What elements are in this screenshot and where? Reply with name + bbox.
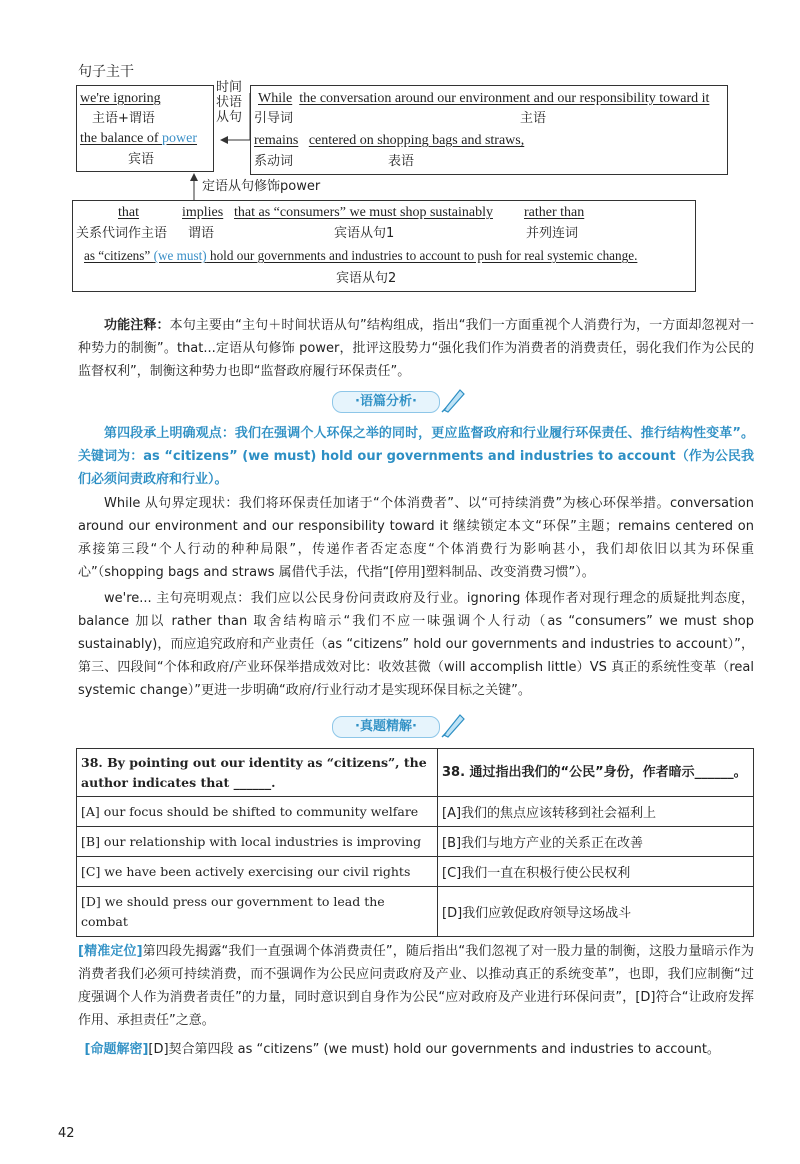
time-clause-label: 时间 状语 从句 (216, 80, 243, 125)
option-d-en: [D] we should press our government to lead the combat (77, 887, 438, 937)
implies-word: implies (182, 205, 224, 220)
that-label: 关系代词作主语 (76, 226, 168, 241)
while-line: While the conversation around our environment and our responsibility toward it (258, 91, 710, 106)
subject-label: 主语 (520, 111, 547, 126)
main-clause-line2: the balance of power (80, 131, 198, 146)
while-label: 引导词 (254, 111, 294, 126)
option-d-cn: [D]我们应敦促政府领导这场战斗 (438, 887, 754, 937)
function-note: 功能注释：本句主要由“主句＋时间状语从句”结构组成，指出“我们一方面重视个人消费行为，一方面却忽视对一种势力的制衡”。that...定语从句修饰 power，批评这股势力“强化我们作为消费者的消费责任，弱化我们作为公民的监督权利”，制衡这种势力也即“监督政府履行环保责任”。 (78, 318, 754, 379)
implies-label: 谓语 (188, 226, 215, 241)
pen-icon (440, 711, 466, 739)
answer-locate: [精准定位]第四段先揭露“我们一直强调个体消费责任”，随后指出“我们忽视了对一股力量的制衡，这股力量暗示作为消费者我们必须可持续消费，而不强调作为公民应问责政府及产业、以推动真正的系统变革”，也即，我们应制衡“过度强调个人作为消费者责任”的力量，同时意识到自身作为公民“应对政府及产业进行环保问责”，[D]符合“让政府发挥作用、承担责任”之意。 (78, 944, 754, 1028)
option-b-cn: [B]我们与地方产业的关系正在改善 (438, 827, 754, 857)
object-clause2-label: 宾语从句2 (336, 271, 397, 286)
main-clause-line1-label: 主语+谓语 (92, 111, 155, 126)
pen-icon (440, 386, 466, 414)
that-word: that (118, 205, 139, 220)
rather-than-label: 并列连词 (526, 226, 579, 241)
option-a-cn: [A]我们的焦点应该转移到社会福利上 (438, 797, 754, 827)
option-c-cn: [C]我们一直在积极行使公民权利 (438, 857, 754, 887)
main-clause-title: 句子主干 (78, 64, 134, 80)
object-clause1: that as “consumers” we must shop sustainably (234, 205, 493, 220)
analysis-key-point: 第四段承上明确观点：我们在强调个人环保之举的同时，更应监督政府和行业履行环保责任、推行结构性变革”。关键词为：as “citizens” (we must) hold our governments and industries to account（作为公民我们必须问责政府和行业）。 (78, 426, 754, 487)
question-stem-cn: 38. 通过指出我们的“公民”身份，作者暗示______。 (438, 749, 754, 797)
answer-decode: [命题解密][D]契合第四段 as “citizens” (we must) hold our governments and industries to account。 (84, 1042, 720, 1057)
remains-line: remains centered on shopping bags and straws, (254, 133, 525, 148)
rather-than: rather than (524, 205, 585, 220)
option-a-en: [A] our focus should be shifted to community welfare (77, 797, 438, 827)
object-clause1-label: 宾语从句1 (334, 226, 395, 241)
main-clause-line1: we're ignoring (80, 91, 161, 106)
option-c-en: [C] we have been actively exercising our civil rights (77, 857, 438, 887)
section-badge-analysis: ·语篇分析· (332, 391, 440, 413)
predicative-label: 表语 (388, 154, 415, 169)
main-clause-line2-label: 宾语 (128, 152, 155, 167)
question-stem-en: 38. By pointing out our identity as “citizens”, the author indicates that ______. (77, 749, 438, 797)
section-badge-questions: ·真题精解· (332, 716, 440, 738)
attrib-clause-label: 定语从句修饰power (202, 179, 321, 194)
option-b-en: [B] our relationship with local industries is improving (77, 827, 438, 857)
remains-label: 系动词 (254, 154, 294, 169)
analysis-while-clause: While 从句界定现状：我们将环保责任加诸于“个体消费者”、以“可持续消费”为核心环保举措。conversation around our environment and our responsibility toward it 继续锁定本文“环保”主题；remains centered on 承接第三段“个人行动的种种局限”，传递作者否定态度“个体消费行为影响甚小，我们却依旧以其为环保重心”（shopping bags and straws 属借代手法，代指“[停用]塑料制品、改变消费习惯”）。 (78, 496, 754, 580)
question-table (76, 748, 754, 937)
object-clause2: as “citizens” (we must) hold our governments and industries to account to push for real systemic change. (84, 248, 638, 263)
analysis-main-clause: we're... 主句亮明观点：我们应以公民身份问责政府及行业。ignoring 体现作者对现行理念的质疑批判态度，balance 加以 rather than 取舍结构暗示“我们不应一味强调个人行动（as “consumers” we must shop sustainably)，而应追究政府和产业责任（as “citizens” hold our governments and industries to account）”，第三、四段间“个体和政府/产业环保举措成效对比：收效甚微（will accomplish little）VS 真正的系统性变革（real systemic change）”更进一步明确“政府/行业行动才是实现环保目标之关键”。 (78, 591, 754, 698)
page-number: 42 (58, 1126, 75, 1141)
